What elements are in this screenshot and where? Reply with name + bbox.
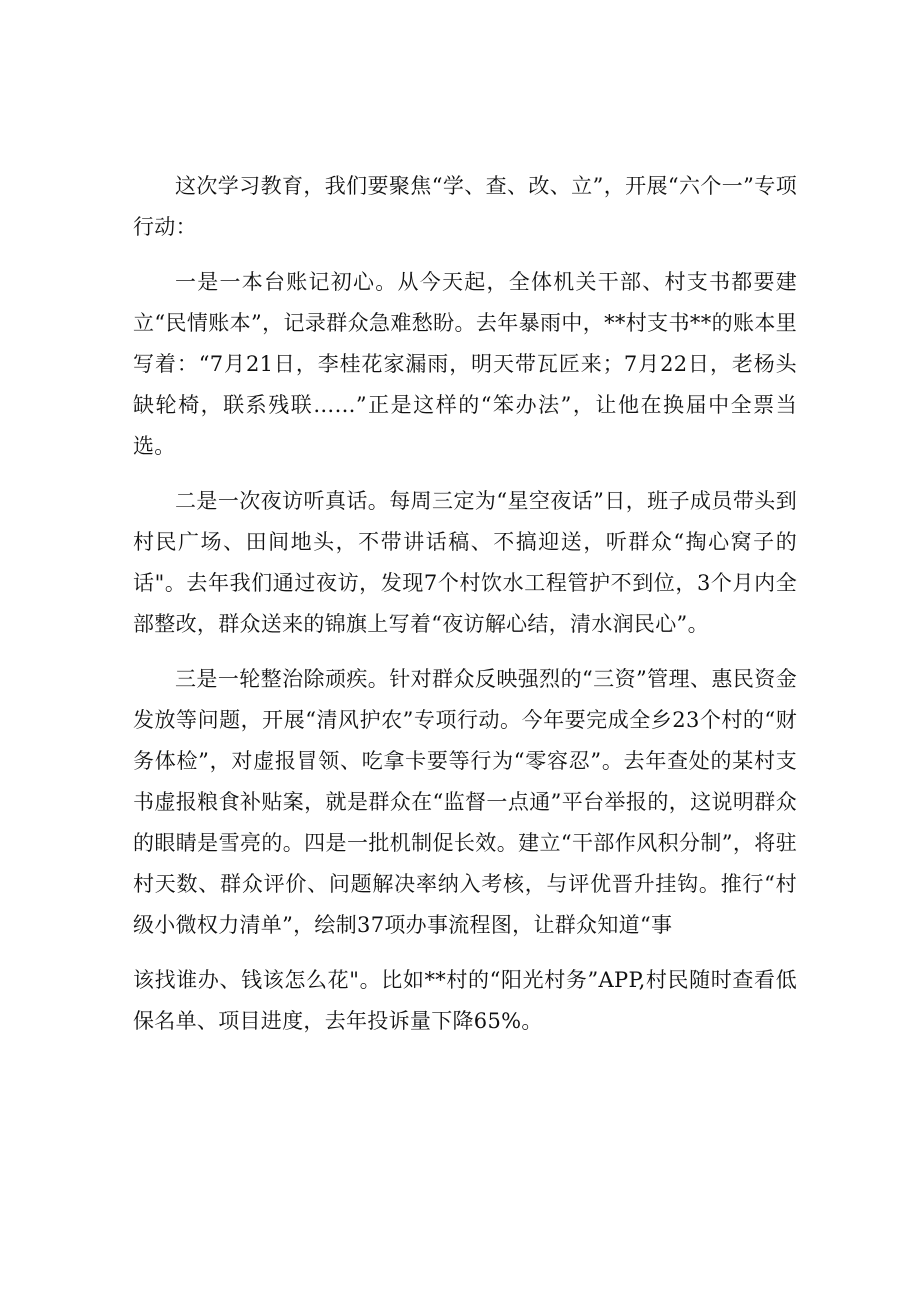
paragraph-night-visit: 二是一次夜访听真话。每周三定为“星空夜话”日，班子成员带头到村民广场、田间地头，不带讲话稿、不搞迎送，听群众“掏心窝子的话"。去年我们通过夜访，发现7个村饮水工程管护不到位，3个月内全部整改，群众送来的锦旗上写着“夜访解心结，清水润民心”。: [133, 489, 797, 636]
document-body: [133, 166, 797, 1056]
paragraph-ledger: 一是一本台账记初心。从今天起，全体机关干部、村支书都要建立“民情账本”，记录群众急难愁盼。去年暴雨中，**村支书**的账本里写着：“7月21日，李桂花家漏雨，明天带瓦匠来；7月22日，老杨头缺轮椅，联系残联……”正是这样的“笨办法”，让他在换届中全票当选。: [133, 270, 797, 458]
paragraph-rectification: 三是一轮整治除顽疾。针对群众反映强烈的“三资”管理、惠民资金发放等问题，开展“清风护农”专项行动。今年要完成全乡23个村的“财务体检”，对虚报冒领、吃拿卡要等行为“零容忍”。去年查处的某村支书虚报粮食补贴案，就是群众在“监督一点通”平台举报的，这说明群众的眼睛是雪亮的。四是一批机制促长效。建立“干部作风积分制”，将驻村天数、群众评价、问题解决率纳入考核，与评优晋升挂钩。推行“村级小微权力清单”，绘制37项办事流程图，让群众知道“事: [133, 667, 797, 937]
paragraph-intro: 这次学习教育，我们要聚焦“学、查、改、立”，开展“六个一”专项行动：: [133, 174, 797, 239]
paragraph-continuation: 该找谁办、钱该怎么花"。比如**村的“阳光村务”APP,村民随时查看低保名单、项目进度，去年投诉量下降65%。: [133, 968, 797, 1033]
